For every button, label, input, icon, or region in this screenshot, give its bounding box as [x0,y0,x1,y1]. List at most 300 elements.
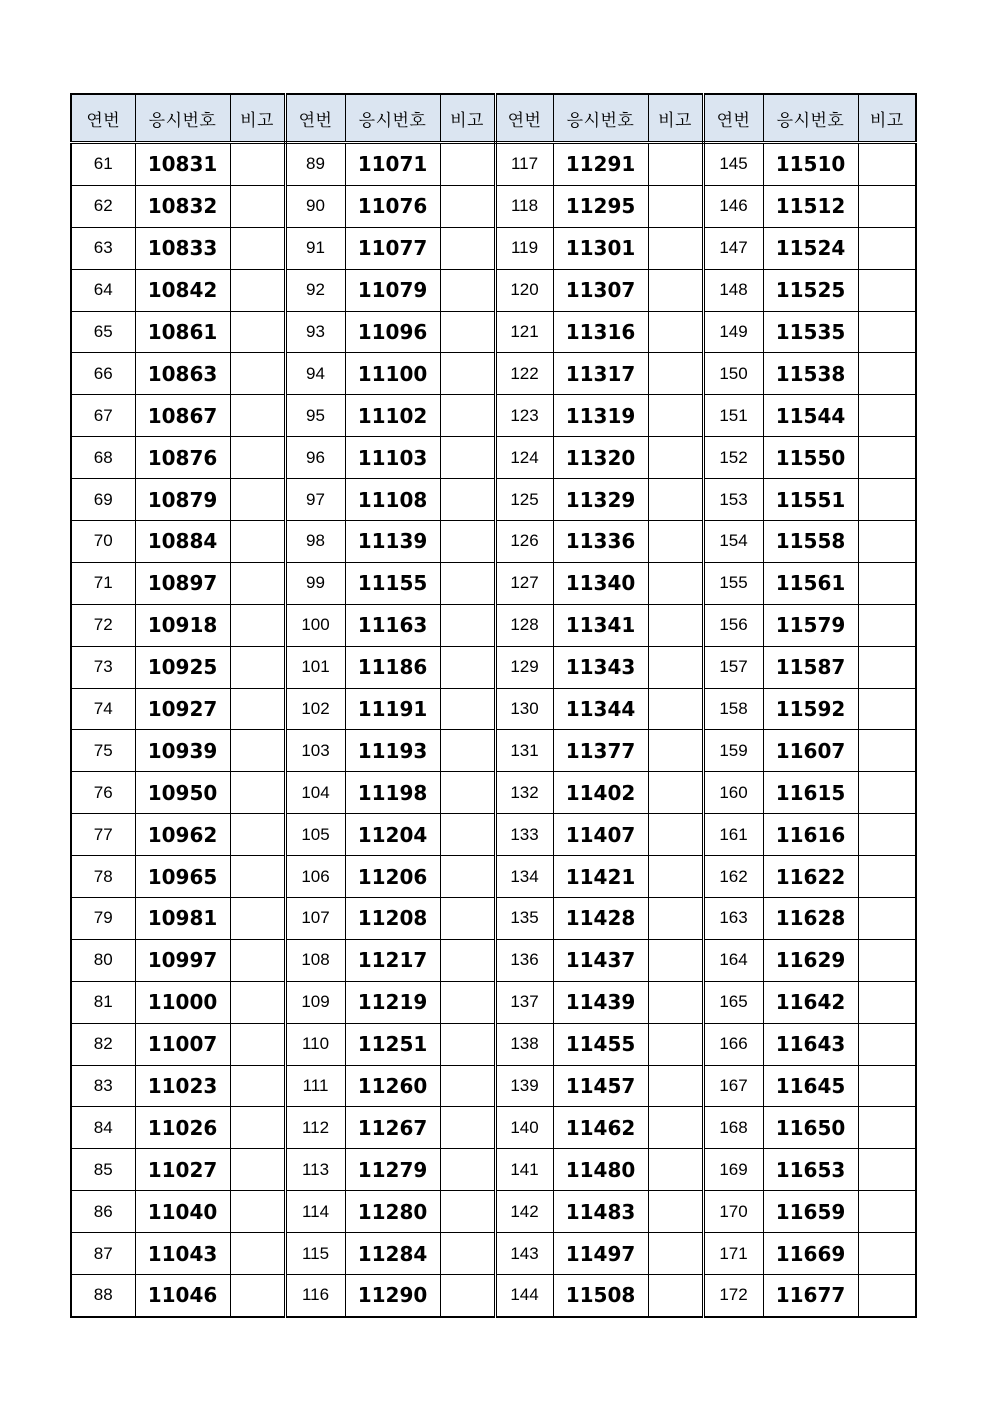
seq-cell: 66 [71,353,135,395]
exam-number-cell: 11439 [553,981,648,1023]
table-row [71,1107,916,1149]
note-cell [230,939,285,981]
table-row [71,898,916,940]
note-cell [440,521,495,563]
seq-cell: 149 [703,311,763,353]
seq-cell: 64 [71,269,135,311]
exam-number-cell: 10927 [135,688,230,730]
exam-number-cell: 10884 [135,521,230,563]
seq-cell: 110 [285,1023,345,1065]
seq-cell: 97 [285,479,345,521]
note-cell [648,269,703,311]
exam-number-cell: 11402 [553,772,648,814]
seq-cell: 160 [703,772,763,814]
seq-cell: 88 [71,1275,135,1317]
header-seq: 연번 [495,94,553,143]
note-cell [440,730,495,772]
note-cell [230,437,285,479]
seq-cell: 78 [71,856,135,898]
seq-cell: 155 [703,562,763,604]
exam-number-cell: 11497 [553,1233,648,1275]
note-cell [230,1191,285,1233]
table-row [71,604,916,646]
seq-cell: 164 [703,939,763,981]
note-cell [858,1149,916,1191]
note-cell [858,353,916,395]
table-row [71,688,916,730]
seq-cell: 87 [71,1233,135,1275]
seq-cell: 161 [703,814,763,856]
exam-number-cell: 11319 [553,395,648,437]
seq-cell: 124 [495,437,553,479]
table-row [71,143,916,186]
note-cell [648,143,703,186]
exam-number-cell: 11607 [763,730,858,772]
note-cell [230,562,285,604]
note-cell [440,395,495,437]
note-cell [440,1065,495,1107]
exam-number-cell: 11096 [345,311,440,353]
header-seq: 연번 [71,94,135,143]
seq-cell: 152 [703,437,763,479]
note-cell [230,604,285,646]
table-row [71,185,916,227]
seq-cell: 113 [285,1149,345,1191]
seq-cell: 72 [71,604,135,646]
exam-number-cell: 11645 [763,1065,858,1107]
note-cell [440,1191,495,1233]
seq-cell: 157 [703,646,763,688]
table-row [71,269,916,311]
note-cell [648,772,703,814]
exam-number-cell: 11643 [763,1023,858,1065]
seq-cell: 89 [285,143,345,186]
exam-number-cell: 11186 [345,646,440,688]
seq-cell: 133 [495,814,553,856]
exam-number-cell: 11043 [135,1233,230,1275]
note-cell [440,688,495,730]
exam-number-cell: 11279 [345,1149,440,1191]
seq-cell: 104 [285,772,345,814]
exam-number-cell: 11622 [763,856,858,898]
seq-cell: 82 [71,1023,135,1065]
header-note: 비고 [648,94,703,143]
table-row [71,562,916,604]
note-cell [858,646,916,688]
seq-cell: 120 [495,269,553,311]
seq-cell: 74 [71,688,135,730]
exam-number-cell: 11538 [763,353,858,395]
exam-number-cell: 11483 [553,1191,648,1233]
seq-cell: 67 [71,395,135,437]
seq-cell: 137 [495,981,553,1023]
seq-cell: 76 [71,772,135,814]
exam-number-cell: 11040 [135,1191,230,1233]
header-exam-number: 응시번호 [763,94,858,143]
note-cell [440,479,495,521]
seq-cell: 86 [71,1191,135,1233]
seq-cell: 69 [71,479,135,521]
seq-cell: 93 [285,311,345,353]
seq-cell: 96 [285,437,345,479]
exam-number-cell: 11280 [345,1191,440,1233]
exam-number-cell: 11550 [763,437,858,479]
exam-number-cell: 10879 [135,479,230,521]
table-row [71,730,916,772]
note-cell [440,562,495,604]
table-row [71,981,916,1023]
note-cell [858,898,916,940]
note-cell [440,185,495,227]
exam-number-cell: 11301 [553,227,648,269]
seq-cell: 150 [703,353,763,395]
note-cell [648,898,703,940]
header-note: 비고 [230,94,285,143]
exam-number-cell: 11100 [345,353,440,395]
exam-number-cell: 11217 [345,939,440,981]
note-cell [858,479,916,521]
seq-cell: 127 [495,562,553,604]
seq-cell: 146 [703,185,763,227]
exam-number-cell: 10861 [135,311,230,353]
note-cell [230,772,285,814]
exam-number-cell: 10832 [135,185,230,227]
exam-number-cell: 11260 [345,1065,440,1107]
exam-number-cell: 11291 [553,143,648,186]
note-cell [230,143,285,186]
note-cell [648,939,703,981]
exam-number-cell: 10867 [135,395,230,437]
exam-number-cell: 11077 [345,227,440,269]
note-cell [230,395,285,437]
seq-cell: 107 [285,898,345,940]
note-cell [648,1149,703,1191]
seq-cell: 62 [71,185,135,227]
note-cell [440,1107,495,1149]
seq-cell: 162 [703,856,763,898]
note-cell [230,1233,285,1275]
exam-number-cell: 11525 [763,269,858,311]
exam-number-cell: 10833 [135,227,230,269]
seq-cell: 154 [703,521,763,563]
exam-number-cell: 11407 [553,814,648,856]
exam-number-cell: 11079 [345,269,440,311]
note-cell [230,479,285,521]
seq-cell: 129 [495,646,553,688]
table-row [71,521,916,563]
seq-cell: 108 [285,939,345,981]
seq-cell: 90 [285,185,345,227]
header-note: 비고 [858,94,916,143]
exam-number-cell: 10831 [135,143,230,186]
note-cell [648,185,703,227]
exam-number-cell: 11219 [345,981,440,1023]
exam-number-cell: 11616 [763,814,858,856]
note-cell [858,269,916,311]
seq-cell: 94 [285,353,345,395]
exam-number-cell: 10981 [135,898,230,940]
exam-number-cell: 11329 [553,479,648,521]
exam-number-cell: 11336 [553,521,648,563]
seq-cell: 84 [71,1107,135,1149]
seq-cell: 114 [285,1191,345,1233]
table-row [71,353,916,395]
exam-number-cell: 11551 [763,479,858,521]
note-cell [858,1107,916,1149]
note-cell [648,646,703,688]
note-cell [858,1233,916,1275]
exam-number-cell: 11344 [553,688,648,730]
exam-number-cell: 11480 [553,1149,648,1191]
table-row [71,939,916,981]
note-cell [648,437,703,479]
note-cell [440,227,495,269]
exam-number-cell: 11579 [763,604,858,646]
exam-number-cell: 11455 [553,1023,648,1065]
note-cell [648,479,703,521]
seq-cell: 115 [285,1233,345,1275]
table-row [71,311,916,353]
exam-number-cell: 11642 [763,981,858,1023]
table-row [71,856,916,898]
seq-cell: 79 [71,898,135,940]
seq-cell: 141 [495,1149,553,1191]
header-seq: 연번 [703,94,763,143]
note-cell [648,981,703,1023]
exam-number-cell: 11204 [345,814,440,856]
note-cell [230,1107,285,1149]
note-cell [858,227,916,269]
note-cell [648,604,703,646]
note-cell [440,269,495,311]
seq-cell: 151 [703,395,763,437]
exam-number-cell: 11155 [345,562,440,604]
note-cell [858,772,916,814]
seq-cell: 139 [495,1065,553,1107]
exam-number-cell: 11340 [553,562,648,604]
exam-number-cell: 11139 [345,521,440,563]
seq-cell: 158 [703,688,763,730]
seq-cell: 95 [285,395,345,437]
exam-number-cell: 11462 [553,1107,648,1149]
note-cell [858,185,916,227]
note-cell [230,814,285,856]
exam-number-cell: 10918 [135,604,230,646]
seq-cell: 167 [703,1065,763,1107]
note-cell [858,562,916,604]
exam-number-cell: 10939 [135,730,230,772]
note-cell [648,856,703,898]
exam-number-cell: 11512 [763,185,858,227]
note-cell [230,730,285,772]
exam-number-cell: 11108 [345,479,440,521]
table-row [71,646,916,688]
exam-number-cell: 11524 [763,227,858,269]
exam-number-cell: 10842 [135,269,230,311]
seq-cell: 112 [285,1107,345,1149]
seq-cell: 99 [285,562,345,604]
note-cell [440,772,495,814]
note-cell [230,981,285,1023]
table-body [71,143,916,1317]
note-cell [648,353,703,395]
note-cell [858,1275,916,1317]
seq-cell: 105 [285,814,345,856]
table-row [71,1149,916,1191]
seq-cell: 131 [495,730,553,772]
seq-cell: 101 [285,646,345,688]
seq-cell: 171 [703,1233,763,1275]
note-cell [440,939,495,981]
table-row [71,772,916,814]
seq-cell: 138 [495,1023,553,1065]
seq-cell: 73 [71,646,135,688]
exam-number-cell: 11669 [763,1233,858,1275]
seq-cell: 111 [285,1065,345,1107]
note-cell [648,730,703,772]
note-cell [858,856,916,898]
exam-number-cell: 11428 [553,898,648,940]
seq-cell: 77 [71,814,135,856]
exam-number-cell: 11023 [135,1065,230,1107]
seq-cell: 68 [71,437,135,479]
seq-cell: 126 [495,521,553,563]
note-cell [440,311,495,353]
seq-cell: 148 [703,269,763,311]
seq-cell: 116 [285,1275,345,1317]
seq-cell: 85 [71,1149,135,1191]
note-cell [648,1233,703,1275]
note-cell [230,688,285,730]
exam-number-cell: 11592 [763,688,858,730]
seq-cell: 163 [703,898,763,940]
note-cell [440,1233,495,1275]
exam-number-cell: 11341 [553,604,648,646]
note-cell [230,521,285,563]
seq-cell: 70 [71,521,135,563]
note-cell [858,1191,916,1233]
exam-number-cell: 11000 [135,981,230,1023]
exam-number-cell: 11206 [345,856,440,898]
note-cell [648,395,703,437]
exam-number-cell: 11377 [553,730,648,772]
exam-number-cell: 11076 [345,185,440,227]
exam-number-cell: 11628 [763,898,858,940]
exam-number-cell: 11587 [763,646,858,688]
seq-cell: 102 [285,688,345,730]
seq-cell: 109 [285,981,345,1023]
exam-number-cell: 11191 [345,688,440,730]
header-row [71,94,916,143]
exam-number-cell: 11320 [553,437,648,479]
seq-cell: 169 [703,1149,763,1191]
exam-number-cell: 10876 [135,437,230,479]
note-cell [648,521,703,563]
note-cell [230,1275,285,1317]
seq-cell: 80 [71,939,135,981]
exam-number-cell: 10897 [135,562,230,604]
seq-cell: 65 [71,311,135,353]
seq-cell: 170 [703,1191,763,1233]
seq-cell: 91 [285,227,345,269]
note-cell [230,898,285,940]
applicant-list-sheet [70,93,915,1318]
note-cell [648,814,703,856]
table-row [71,437,916,479]
note-cell [440,1149,495,1191]
note-cell [230,353,285,395]
exam-number-cell: 11650 [763,1107,858,1149]
note-cell [440,646,495,688]
exam-number-cell: 10950 [135,772,230,814]
seq-cell: 118 [495,185,553,227]
header-seq: 연번 [285,94,345,143]
table-row [71,1275,916,1317]
seq-cell: 166 [703,1023,763,1065]
exam-number-cell: 11316 [553,311,648,353]
exam-number-cell: 11659 [763,1191,858,1233]
seq-cell: 143 [495,1233,553,1275]
exam-number-cell: 10997 [135,939,230,981]
seq-cell: 71 [71,562,135,604]
note-cell [858,311,916,353]
note-cell [858,730,916,772]
table-row [71,227,916,269]
seq-cell: 100 [285,604,345,646]
exam-number-cell: 11027 [135,1149,230,1191]
seq-cell: 106 [285,856,345,898]
seq-cell: 128 [495,604,553,646]
note-cell [440,353,495,395]
table-row [71,479,916,521]
note-cell [858,688,916,730]
exam-number-cell: 11421 [553,856,648,898]
seq-cell: 130 [495,688,553,730]
note-cell [440,856,495,898]
exam-number-cell: 11437 [553,939,648,981]
note-cell [440,1275,495,1317]
exam-number-cell: 11284 [345,1233,440,1275]
note-cell [230,1149,285,1191]
exam-number-cell: 11307 [553,269,648,311]
note-cell [858,981,916,1023]
exam-number-cell: 11251 [345,1023,440,1065]
exam-number-cell: 11103 [345,437,440,479]
exam-number-cell: 10965 [135,856,230,898]
exam-number-cell: 11629 [763,939,858,981]
seq-cell: 153 [703,479,763,521]
exam-number-cell: 11343 [553,646,648,688]
applicant-number-table [70,93,917,1318]
note-cell [858,939,916,981]
table-row [71,814,916,856]
seq-cell: 144 [495,1275,553,1317]
header-exam-number: 응시번호 [345,94,440,143]
seq-cell: 117 [495,143,553,186]
seq-cell: 134 [495,856,553,898]
exam-number-cell: 11102 [345,395,440,437]
exam-number-cell: 11163 [345,604,440,646]
note-cell [648,227,703,269]
note-cell [440,898,495,940]
exam-number-cell: 11535 [763,311,858,353]
note-cell [648,1275,703,1317]
note-cell [858,143,916,186]
exam-number-cell: 11007 [135,1023,230,1065]
seq-cell: 147 [703,227,763,269]
note-cell [858,521,916,563]
exam-number-cell: 11026 [135,1107,230,1149]
